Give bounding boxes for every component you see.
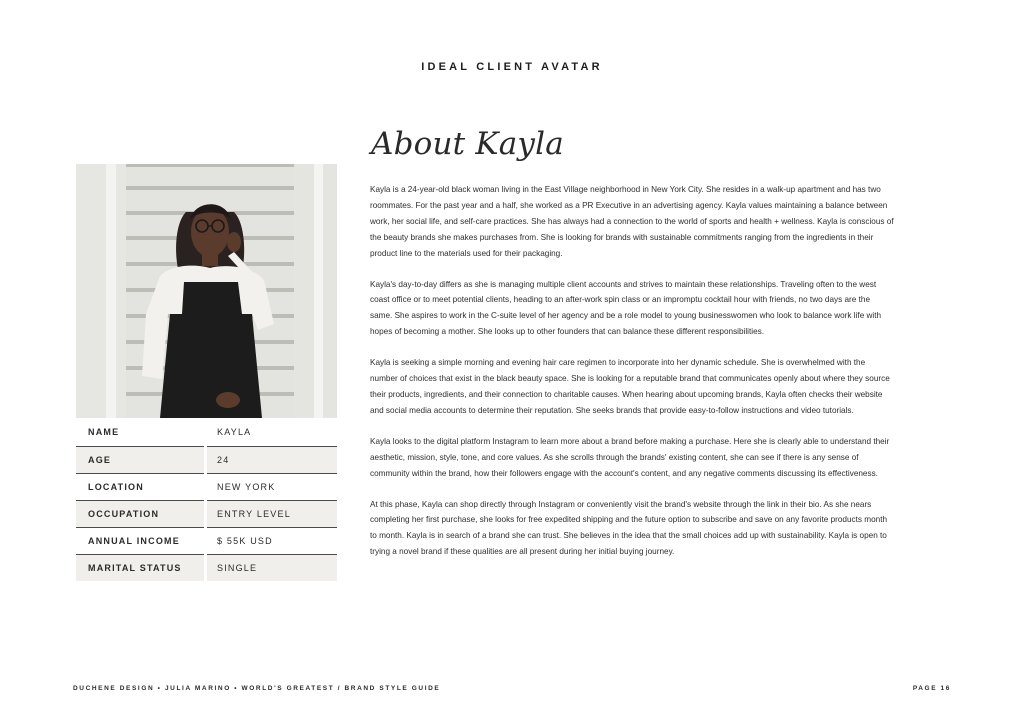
table-row	[76, 473, 337, 500]
marital-status-value: SINGLE	[206, 554, 338, 581]
age-label: AGE	[76, 446, 206, 473]
table-row	[76, 500, 337, 527]
annual-income-label: ANNUAL INCOME	[76, 527, 206, 554]
occupation-label: OCCUPATION	[76, 500, 206, 527]
name-value: KAYLA	[206, 419, 338, 446]
page-header-title: IDEAL CLIENT AVATAR	[421, 61, 603, 73]
table-row	[76, 527, 337, 554]
client-details-table	[76, 419, 337, 581]
about-paragraph: Kayla is a 24-year-old black woman living in the East Village neighborhood in New York City. She resides in a walk-up apartment and has two roommates. For the past year and a half, she worked as a PR Executive in an advertising agency. Kayla values maintaining a balance between work, her social life, and self-care practices. She has always had a connection to the world of sports and health + wellness. Kayla is conscious of the beauty brands she makes purchases from. She is looking for brands with sustainable commitments ranging from the ingredients in their product line to the materials used for their packaging.	[370, 185, 894, 258]
location-label: LOCATION	[76, 473, 206, 500]
about-paragraph: Kayla is seeking a simple morning and evening hair care regimen to incorporate into her dynamic schedule. She is overwhelmed with the number of choices that exist in the black beauty space. She is looking for a reputable brand that communicates openly about where they source their products, ingredients, and their connection to charitable causes. When hearing about upcoming brands, Kayla often checks their website and social media accounts to determine their reputation. She seeks brands that provide easy-to-follow instructions and video tutorials.	[370, 358, 890, 415]
about-title: About Kayla	[371, 126, 564, 162]
table-row	[76, 446, 337, 473]
client-photo	[76, 164, 337, 418]
table-row	[76, 554, 337, 581]
name-label: NAME	[76, 419, 206, 446]
page-number: PAGE 16	[912, 685, 951, 692]
table-row	[76, 419, 337, 446]
occupation-value: ENTRY LEVEL	[206, 500, 338, 527]
about-paragraph: At this phase, Kayla can shop directly through Instagram or conveniently visit the brand's website through the link in their bio. As she nears completing her first purchase, she looks for free expedited shipping and the future option to subscribe and save on any favorite products month to month. Kayla is in search of a brand she can trust. She believes in the idea that the small choices add up with sustainability. Kayla is open to trying a novel brand if these qualities are all present during her initial buying journey.	[370, 499, 888, 557]
age-value: 24	[206, 446, 338, 473]
about-paragraph: Kayla looks to the digital platform Instagram to learn more about a brand before making a purchase. Here she is clearly able to understand their aesthetic, mission, style, tone, and core values. As she scrolls through the brands' existing content, she can see if there is any sense of community within the brand, how their followers engage with the account's content, and any negative comments discussing its effectiveness.	[370, 436, 890, 478]
about-paragraph: Kayla's day-to-day differs as she is managing multiple client accounts and strives to maintain these relationships. Traveling often to the west coast office or to meet potential clients, heading to an after-work spin class or an impromptu cocktail hour with friends, no two days are the same. She aspires to work in the C-suite level of her agency and be a role model to young businesswomen who look to balance work life with hopes of becoming a mother. She looks up to other founders that can balance these different responsibilities.	[370, 279, 882, 337]
annual-income-value: $ 55K USD	[206, 527, 338, 554]
marital-status-label: MARITAL STATUS	[76, 554, 206, 581]
location-value: NEW YORK	[206, 473, 338, 500]
about-body	[370, 182, 894, 575]
footer-credits: DUCHENE DESIGN • JULIA MARINO • WORLD'S GREATEST / BRAND STYLE GUIDE	[73, 685, 441, 692]
